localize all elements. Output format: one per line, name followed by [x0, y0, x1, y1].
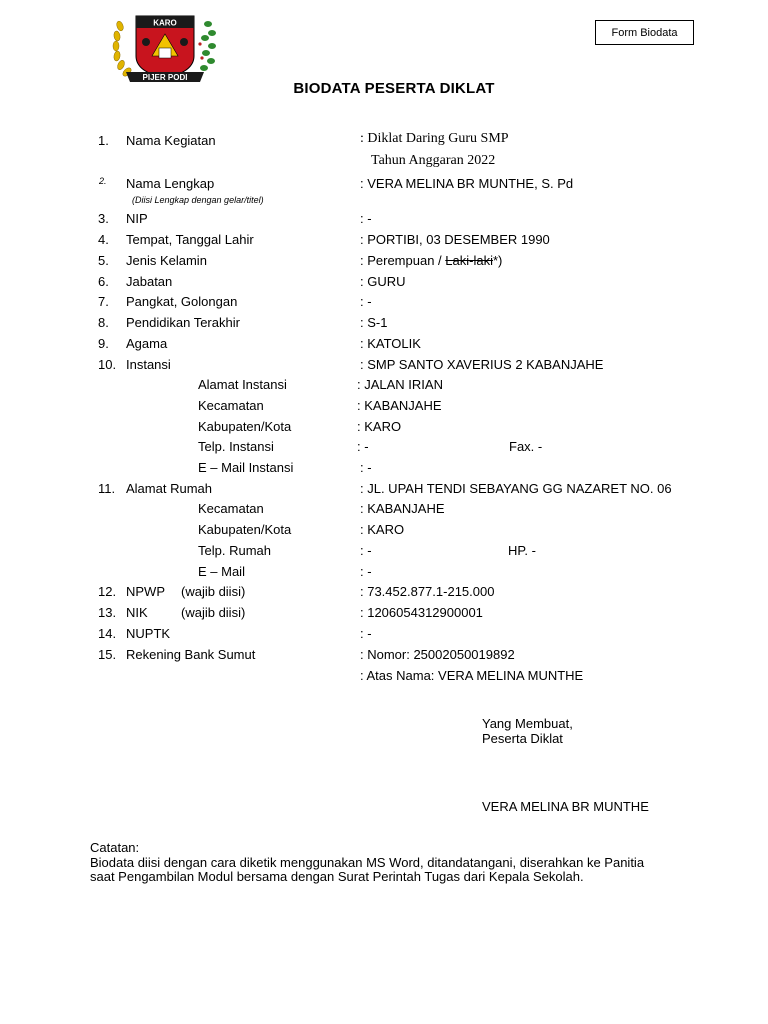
row-number: 12. [98, 584, 117, 599]
field-value: : 1206054312900001 [360, 605, 483, 620]
row-number: 13. [98, 605, 117, 620]
fax-value: Fax. - [509, 439, 543, 454]
field-value: : Nomor: 25002050019892 [360, 647, 515, 662]
coffee-branch-icon [198, 21, 216, 71]
row-number: 5. [98, 253, 109, 268]
field-value: : - [360, 294, 372, 309]
row-number: 4. [98, 232, 109, 247]
field-label: Alamat Rumah [126, 481, 212, 496]
row-number: 11. [98, 481, 116, 496]
field-label: Kabupaten/Kota [198, 522, 292, 537]
row-number: 7. [98, 294, 109, 309]
field-value: : - [357, 439, 369, 454]
field-value-line2: : Atas Nama: VERA MELINA MUNTHE [360, 668, 584, 683]
notes-line2: saat Pengambilan Modul bersama dengan Surat Perintah Tugas dari Kepala Sekolah. [90, 869, 584, 884]
field-label: Pangkat, Golongan [126, 294, 238, 309]
field-value: : KATOLIK [360, 336, 421, 351]
field-value: : KARO [360, 522, 405, 537]
gender-option-female: : Perempuan / [360, 253, 446, 268]
field-qualifier: (wajib diisi) [181, 584, 246, 599]
svg-text:PIJER PODI: PIJER PODI [142, 73, 188, 82]
field-label: E – Mail Instansi [198, 460, 294, 475]
notes-heading: Catatan: [90, 840, 140, 855]
field-value: : 73.452.877.1-215.000 [360, 584, 495, 599]
field-value: : PORTIBI, 03 DESEMBER 1990 [360, 232, 550, 247]
row-number: 15. [98, 647, 117, 662]
row-number: 9. [98, 336, 109, 351]
field-label: Nama Kegiatan [126, 133, 216, 148]
gender-option-male-struck: Laki-laki [445, 253, 493, 268]
field-value: : KABANJAHE [360, 501, 445, 516]
row-number: 1. [98, 133, 109, 148]
field-label: Jenis Kelamin [126, 253, 207, 268]
field-label: Instansi [126, 357, 171, 372]
field-value: : - [360, 564, 372, 579]
rice-stalk-icon [113, 20, 133, 77]
field-value-line2: Tahun Anggaran 2022 [371, 153, 496, 168]
svg-text:KARO: KARO [153, 18, 177, 28]
field-value: : Diklat Daring Guru SMP [360, 131, 509, 146]
field-label: Kabupaten/Kota [198, 419, 292, 434]
field-value: : KABANJAHE [357, 398, 442, 413]
form-label-box: Form Biodata [595, 20, 694, 45]
field-label: Alamat Instansi [198, 377, 287, 392]
field-value: : SMP SANTO XAVERIUS 2 KABANJAHE [360, 357, 604, 372]
signature-name: VERA MELINA BR MUNTHE [482, 799, 649, 814]
field-value: : - [360, 460, 372, 475]
field-value: : JALAN IRIAN [357, 377, 443, 392]
field-label: E – Mail [198, 564, 245, 579]
notes-line1: Biodata diisi dengan cara diketik menggunakan MS Word, ditandatangani, diserahkan ke Panitia [90, 855, 645, 870]
field-label: Tempat, Tanggal Lahir [126, 232, 254, 247]
field-value: : - [360, 626, 372, 641]
row-number: 8. [98, 315, 109, 330]
field-value: : KARO [357, 419, 402, 434]
field-label: NUPTK [126, 626, 171, 641]
field-value [360, 253, 502, 268]
field-value: : - [360, 211, 372, 226]
field-value: : - [360, 543, 372, 558]
page-title: BIODATA PESERTA DIKLAT [293, 80, 495, 97]
field-label: Telp. Rumah [198, 543, 271, 558]
field-label: Nama Lengkap [126, 176, 215, 191]
gender-footnote-mark: *) [492, 253, 503, 268]
row-number: 10. [98, 357, 117, 372]
field-value: : VERA MELINA BR MUNTHE, S. Pd [360, 176, 574, 191]
field-label: NIK [126, 605, 148, 620]
field-qualifier: (wajib diisi) [181, 605, 246, 620]
field-value: : JL. UPAH TENDI SEBAYANG GG NAZARET NO. 06 [360, 481, 672, 496]
field-label: Kecamatan [198, 398, 264, 413]
hp-value: HP. - [508, 543, 536, 558]
field-label: Jabatan [126, 274, 173, 289]
field-label: NIP [126, 211, 148, 226]
karo-regency-emblem [108, 6, 222, 86]
field-note: (Diisi Lengkap dengan gelar/titel) [132, 195, 264, 205]
field-value: : S-1 [360, 315, 388, 330]
field-label: Pendidikan Terakhir [126, 315, 240, 330]
field-label: NPWP [126, 584, 165, 599]
row-number: 14. [98, 626, 117, 641]
field-value: : GURU [360, 274, 406, 289]
row-number: 3. [98, 211, 109, 226]
field-label: Kecamatan [198, 501, 264, 516]
signature-line2: Peserta Diklat [482, 731, 563, 746]
row-number: 2. [99, 176, 107, 186]
row-number: 6. [98, 274, 109, 289]
field-label: Telp. Instansi [198, 439, 274, 454]
signature-line1: Yang Membuat, [482, 716, 573, 731]
field-label: Agama [126, 336, 168, 351]
field-label: Rekening Bank Sumut [126, 647, 256, 662]
